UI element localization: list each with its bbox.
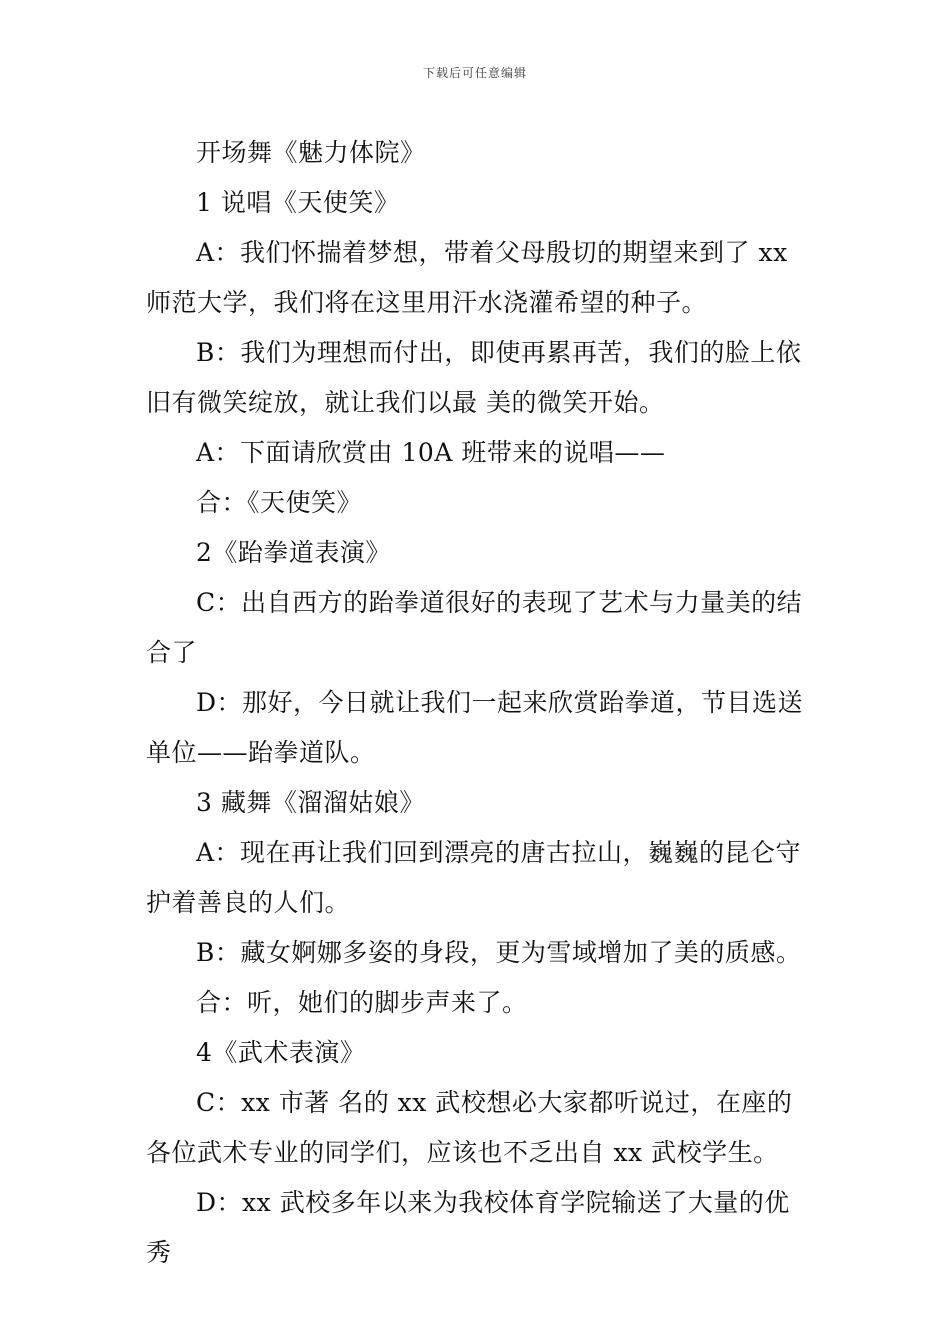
program-title-opening: 开场舞《魅力体院》 xyxy=(196,138,426,167)
dialogue-paragraph: A：我们怀揣着梦想，带着父母殷切的期望来到了 xx 师范大学，我们将在这里用汗水浇灌希望的种子。 xyxy=(146,238,788,317)
dialogue-paragraph: B：藏女婀娜多姿的身段，更为雪域增加了美的质感。 xyxy=(196,938,802,967)
program-item-3: 3 藏舞《溜溜姑娘》 xyxy=(196,788,425,817)
program-item-1: 1 说唱《天使笑》 xyxy=(196,188,400,217)
document-body xyxy=(146,128,808,1278)
program-item-2: 2《跆拳道表演》 xyxy=(196,538,391,567)
dialogue-paragraph: 合：听，她们的脚步声来了。 xyxy=(196,988,528,1017)
dialogue-paragraph: A：现在再让我们回到漂亮的唐古拉山，巍巍的昆仑守护着善良的人们。 xyxy=(146,838,802,917)
dialogue-paragraph: 合：《天使笑》 xyxy=(196,488,363,517)
dialogue-paragraph: D：那好，今日就让我们一起来欣赏跆拳道，节目选送单位——跆拳道队。 xyxy=(146,688,804,767)
program-item-4: 4《武术表演》 xyxy=(196,1038,366,1067)
dialogue-paragraph: D：xx 武校多年以来为我校体育学院输送了大量的优秀 xyxy=(146,1188,790,1267)
dialogue-paragraph: A：下面请欣赏由 10A 班带来的说唱—— xyxy=(196,438,666,467)
page-header: 下载后可任意编辑 xyxy=(422,66,527,80)
dialogue-paragraph: C：出自西方的跆拳道很好的表现了艺术与力量美的结合了 xyxy=(146,588,803,667)
dialogue-paragraph: C：xx 市著 名的 xx 武校想必大家都听说过，在座的各位武术专业的同学们，应该也不乏出自 xx 武校学生。 xyxy=(146,1088,793,1167)
dialogue-paragraph: B：我们为理想而付出，即使再累再苦，我们的脸上依旧有微笑绽放，就让我们以最 美的微笑开始。 xyxy=(146,338,802,417)
